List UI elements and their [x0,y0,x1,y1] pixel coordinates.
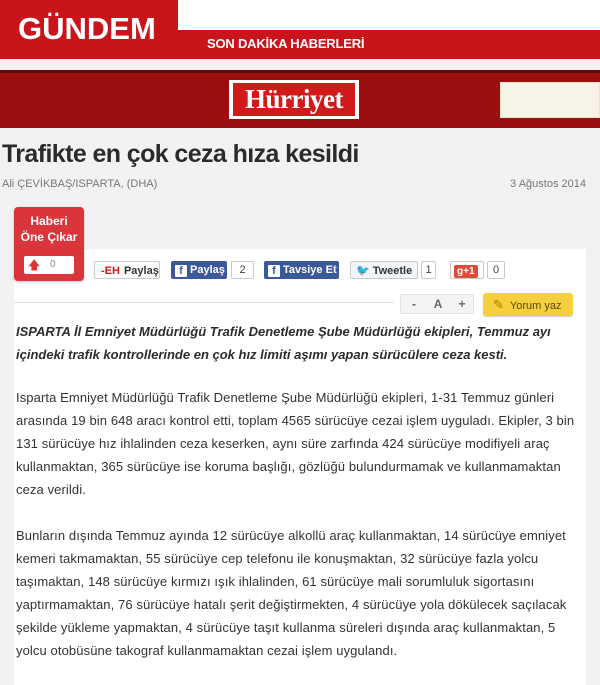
breaking-news-link[interactable]: SON DAKİKA HABERLERİ [207,36,365,51]
top-banner [0,0,600,59]
google-plus-icon: g+1 [454,265,478,278]
article-paragraph: Bunların dışında Temmuz ayında 12 sürücüye alkollü araç kullanmaktan, 14 sürücüye emniyet kemeri takmamaktan, 55 sürücüye cep telefonu ile konuşmaktan, 32 sürücüye fazla yolcu taşımaktan, 148 sürücüye kırmızı ışık ihlalinden, 61 sürücüye mali sorumluluk sigortasını yaptırmamaktan, 76 sürücüye hatalı şerit değiştirmekten, 4 sürücüye yola dökülecek saçılacak şekilde yükleme yapmaktan, 4 sürücüye taşıt kullanma süreleri dışında araç kullanmaktan, 5 yolcu otobüsüne takograf kullanmamaktan cezai işlem uygulandı. [16,528,567,658]
feature-news-widget[interactable] [14,207,84,281]
tweet-count: 1 [421,261,436,279]
font-larger-button[interactable]: + [458,297,466,311]
article-paragraph: Isparta Emniyet Müdürlüğü Trafik Denetleme Şube Müdürlüğü ekipleri, 1-31 Temmuz günleri arasında 19 bin 648 aracı kontrol etti, toplam 4565 sürücüye cezai işlem uyguladı. Ekipler, 3 bin 131 sürücüye hız ihlalinden ceza keserken, aynı süre zarfında 424 sürücüye modifiyeli araç kullanmaktan, 365 sürücüye ise koruma başlığı, gözlüğü bulundurmamak ve kullanmamaktan ceza verildi. [16,390,575,497]
logo-text: Hürriyet [233,83,355,116]
article-lead: ISPARTA İl Emniyet Müdürlüğü Trafik Denetleme Şube Müdürlüğü ekipleri, Temmuz ayı içindeki trafik kontrollerinde en çok hız limiti aşımı yapan sürücülere ceza kesti. [16,324,551,362]
google-plus-button[interactable] [450,261,484,279]
hurriyet-logo[interactable] [229,80,359,119]
pencil-icon: ✎ [493,297,504,312]
font-size-controls [400,294,474,314]
feature-news-label: Haberi Öne Çıkar [20,214,78,244]
feature-news-counter [24,256,74,274]
tweet-button[interactable]: 🐦 Tweetle [350,261,418,279]
search-input[interactable] [500,82,600,118]
hurriyet-share-button[interactable]: -EH Paylaş [94,261,160,279]
facebook-share-button[interactable]: f Paylaş [171,261,227,279]
masthead-edge [0,70,600,73]
article-date: 3 Ağustos 2014 [510,178,586,190]
font-default-button[interactable]: A [433,297,443,311]
divider [14,302,394,303]
arrow-up-icon[interactable]: 🡅 [28,258,41,272]
facebook-recommend-button[interactable]: f Tavsiye Et [264,261,339,279]
hurriyet-share-icon: -EH [101,265,120,277]
facebook-icon: f [268,265,280,277]
feature-news-count: 0 [50,259,56,270]
article-title: Trafikte en çok ceza hıza kesildi [2,140,359,168]
write-comment-button[interactable]: ✎ Yorum yaz [483,293,573,316]
font-smaller-button[interactable]: - [412,297,416,311]
google-plus-count: 0 [487,261,505,279]
facebook-share-count: 2 [231,261,254,279]
article-byline: Ali ÇEVİKBAŞ/ISPARTA, (DHA) [2,178,158,190]
section-title[interactable]: GÜNDEM [18,11,156,46]
twitter-bird-icon: 🐦 [356,265,370,277]
facebook-icon: f [175,265,187,277]
spacer [0,59,600,70]
